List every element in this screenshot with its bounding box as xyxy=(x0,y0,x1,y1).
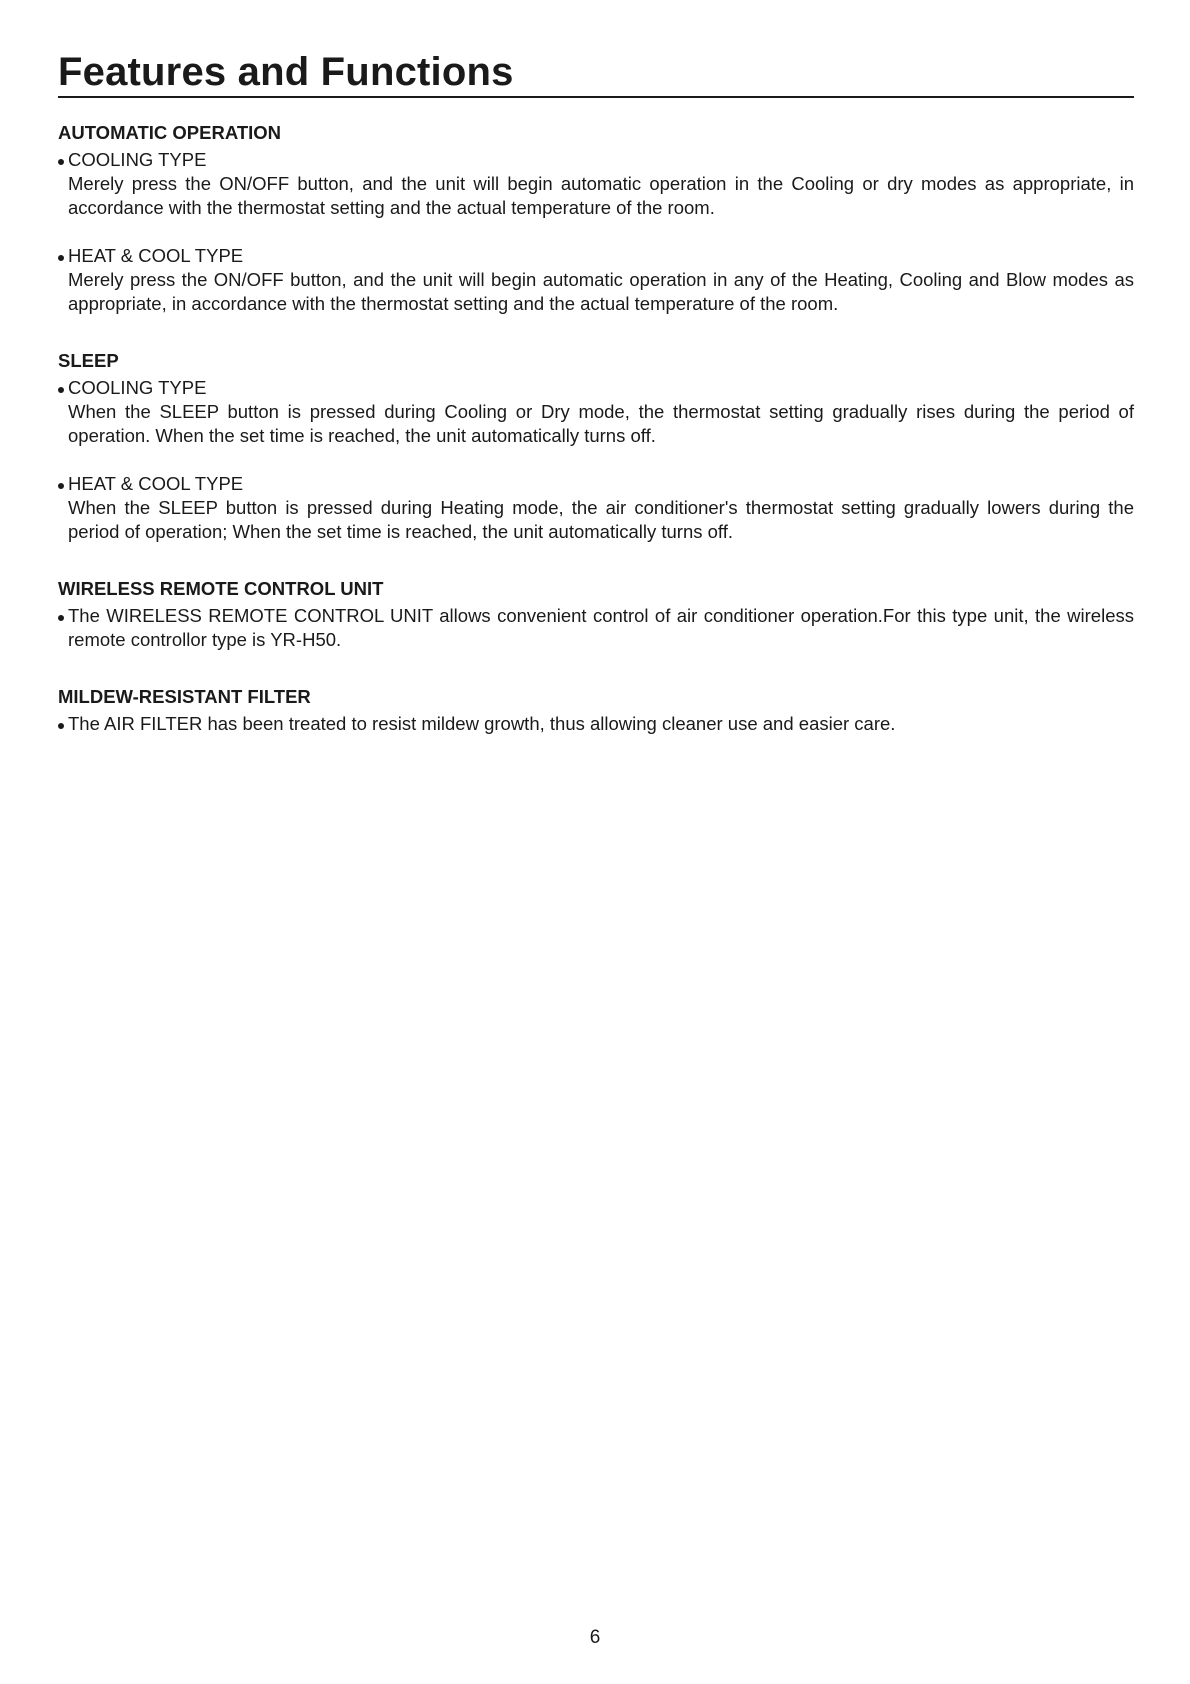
bullet-icon xyxy=(58,159,64,165)
bullet-icon xyxy=(58,723,64,729)
bullet-icon xyxy=(58,387,64,393)
document-page xyxy=(58,48,1134,768)
item-label: COOLING TYPE xyxy=(68,377,207,398)
item-text: Merely press the ON/OFF button, and the unit will begin automatic operation in any of the Heating, Cooling and Blow modes as appropriate, in accordance with the thermostat setting and the actual temperature of the room. xyxy=(68,269,1134,314)
item-text: When the SLEEP button is pressed during Cooling or Dry mode, the thermostat setting gradually rises during the period of operation. When the set time is reached, the unit automatically turns off. xyxy=(68,401,1134,446)
bullet-icon xyxy=(58,615,64,621)
section-heading: AUTOMATIC OPERATION xyxy=(58,122,282,143)
page-number: 6 xyxy=(589,1627,601,1648)
item-text: Merely press the ON/OFF button, and the unit will begin automatic operation in the Cooling or dry modes as appropriate, in accordance with the thermostat setting and the actual temperature of the room. xyxy=(68,173,1134,218)
bullet-icon xyxy=(58,483,64,489)
list-item xyxy=(58,148,1134,220)
item-text: The AIR FILTER has been treated to resist mildew growth, thus allowing cleaner use and easier care. xyxy=(68,713,896,734)
item-label: HEAT & COOL TYPE xyxy=(68,473,244,494)
section-heading: MILDEW-RESISTANT FILTER xyxy=(58,686,311,707)
section-wireless-remote xyxy=(58,576,1134,652)
bullet-icon xyxy=(58,255,64,261)
section-mildew-filter xyxy=(58,684,1134,736)
list-item xyxy=(58,472,1134,544)
section-heading: SLEEP xyxy=(58,350,119,371)
section-heading: WIRELESS REMOTE CONTROL UNIT xyxy=(58,578,384,599)
item-label: COOLING TYPE xyxy=(68,149,207,170)
list-item xyxy=(58,376,1134,448)
item-label: HEAT & COOL TYPE xyxy=(68,245,244,266)
list-item xyxy=(58,712,1134,736)
list-item xyxy=(58,244,1134,316)
title-rule xyxy=(58,48,1134,98)
page-title: Features and Functions xyxy=(58,50,514,94)
list-item xyxy=(58,604,1134,652)
item-text: The WIRELESS REMOTE CONTROL UNIT allows convenient control of air conditioner operation.For this type unit, the wireless remote controllor type is YR-H50. xyxy=(68,605,1134,650)
item-text: When the SLEEP button is pressed during Heating mode, the air conditioner's thermostat setting gradually lowers during the period of operation; When the set time is reached, the unit automatically turns off. xyxy=(68,497,1134,542)
section-automatic-operation xyxy=(58,120,1134,316)
section-sleep xyxy=(58,348,1134,544)
